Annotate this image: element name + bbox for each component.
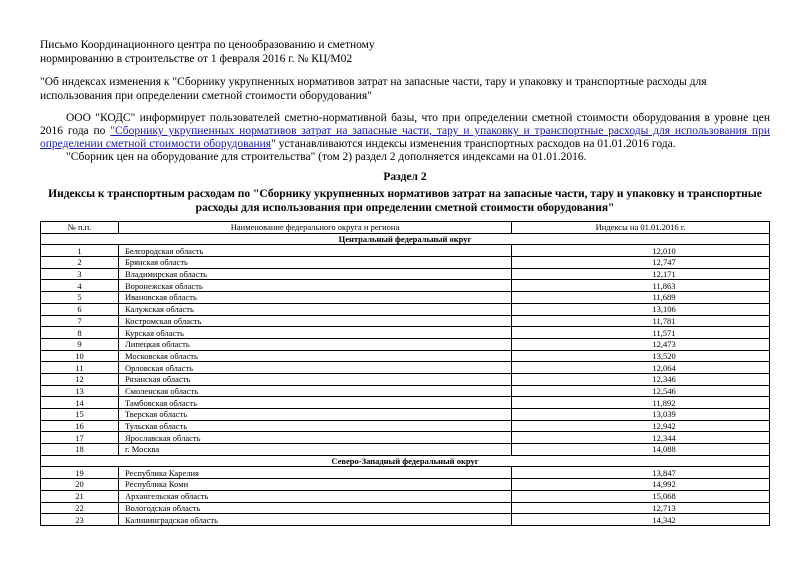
table-row xyxy=(41,373,770,385)
index-value: 12,344 xyxy=(512,432,770,444)
group-row xyxy=(41,455,770,467)
index-value: 15,068 xyxy=(512,490,770,502)
column-header-index: Индексы на 01.01.2016 г. xyxy=(512,222,770,234)
region-name: г. Москва xyxy=(119,444,512,456)
region-name: Калининградская область xyxy=(119,514,512,526)
region-name: Белгородская область xyxy=(119,245,512,257)
region-name: Московская область xyxy=(119,350,512,362)
region-name: Курская область xyxy=(119,327,512,339)
column-header-number: № п.п. xyxy=(41,222,119,234)
index-value: 13,520 xyxy=(512,350,770,362)
letter-header-line-1: Письмо Координационного центра по ценообразованию и сметному xyxy=(40,39,375,51)
letter-header-line-2: нормированию в строительстве от 1 февраля 2016 г. № КЦ/М02 xyxy=(40,53,353,65)
region-name: Брянская область xyxy=(119,257,512,269)
table-row xyxy=(41,514,770,526)
index-value: 11,689 xyxy=(512,292,770,304)
table-row xyxy=(41,327,770,339)
letter-header xyxy=(40,38,770,66)
row-number: 17 xyxy=(41,432,119,444)
row-number: 21 xyxy=(41,490,119,502)
row-number: 7 xyxy=(41,315,119,327)
table-row xyxy=(41,479,770,491)
intro-paragraph-1 xyxy=(40,112,770,151)
index-value: 14,088 xyxy=(512,444,770,456)
table-row xyxy=(41,362,770,374)
table-row xyxy=(41,257,770,269)
table-row xyxy=(41,315,770,327)
table-row xyxy=(41,303,770,315)
index-value: 14,342 xyxy=(512,514,770,526)
table-row xyxy=(41,292,770,304)
row-number: 9 xyxy=(41,338,119,350)
row-number: 4 xyxy=(41,280,119,292)
index-value: 12,064 xyxy=(512,362,770,374)
region-name: Ивановская область xyxy=(119,292,512,304)
table-row xyxy=(41,432,770,444)
region-name: Владимирская область xyxy=(119,268,512,280)
region-name: Костромская область xyxy=(119,315,512,327)
row-number: 12 xyxy=(41,373,119,385)
section-title: Индексы к транспортным расходам по "Сборнику укрупненных нормативов затрат на запасные части, тару и упаковку и транспортные расходы для использования при определении сметной стоимости оборудования" xyxy=(48,188,762,214)
group-row xyxy=(41,233,770,245)
table-row xyxy=(41,409,770,421)
row-number: 13 xyxy=(41,385,119,397)
index-table xyxy=(40,221,770,526)
index-value: 13,106 xyxy=(512,303,770,315)
index-value: 12,942 xyxy=(512,420,770,432)
table-row xyxy=(41,444,770,456)
index-value: 12,346 xyxy=(512,373,770,385)
row-number: 10 xyxy=(41,350,119,362)
index-value: 12,747 xyxy=(512,257,770,269)
region-name: Калужская область xyxy=(119,303,512,315)
index-value: 13,847 xyxy=(512,467,770,479)
region-name: Орловская область xyxy=(119,362,512,374)
region-name: Республика Карелия xyxy=(119,467,512,479)
row-number: 20 xyxy=(41,479,119,491)
index-value: 11,863 xyxy=(512,280,770,292)
row-number: 23 xyxy=(41,514,119,526)
index-value: 11,571 xyxy=(512,327,770,339)
index-value: 12,010 xyxy=(512,245,770,257)
federal-district-name: Северо-Западный федеральный округ xyxy=(41,455,770,467)
section-number: Раздел 2 xyxy=(383,171,427,183)
index-value: 11,781 xyxy=(512,315,770,327)
index-value: 12,171 xyxy=(512,268,770,280)
region-name: Воронежская область xyxy=(119,280,512,292)
table-header-row xyxy=(41,222,770,234)
table-row xyxy=(41,350,770,362)
federal-district-name: Центральный федеральный округ xyxy=(41,233,770,245)
region-name: Смоленская область xyxy=(119,385,512,397)
table-row xyxy=(41,385,770,397)
region-name: Архангельская область xyxy=(119,490,512,502)
index-value: 12,546 xyxy=(512,385,770,397)
table-row xyxy=(41,245,770,257)
intro-paragraph-2: "Сборник цен на оборудование для строительства" (том 2) раздел 2 дополняется индексами на 01.01.2016. xyxy=(66,151,587,163)
row-number: 1 xyxy=(41,245,119,257)
row-number: 19 xyxy=(41,467,119,479)
intro-text xyxy=(40,112,770,164)
row-number: 6 xyxy=(41,303,119,315)
collection-link[interactable]: "Сборнику укрупненных нормативов затрат на запасные части, тару и упаковку и транспортные расходы для использования при определении сметной стоимости оборудования xyxy=(40,125,770,150)
region-name: Тамбовская область xyxy=(119,397,512,409)
index-value: 11,892 xyxy=(512,397,770,409)
table-row xyxy=(41,268,770,280)
table-row xyxy=(41,338,770,350)
row-number: 18 xyxy=(41,444,119,456)
region-name: Вологодская область xyxy=(119,502,512,514)
row-number: 15 xyxy=(41,409,119,421)
region-name: Липецкая область xyxy=(119,338,512,350)
row-number: 11 xyxy=(41,362,119,374)
table-body xyxy=(41,233,770,525)
row-number: 2 xyxy=(41,257,119,269)
table-row xyxy=(41,502,770,514)
index-value: 14,992 xyxy=(512,479,770,491)
letter-subject: "Об индексах изменения к "Сборнику укрупненных нормативов затрат на запасные части, тару и упаковку и транспортные расходы для использования при определении сметной стоимости оборудования" xyxy=(40,76,707,102)
table-row xyxy=(41,490,770,502)
document xyxy=(40,38,770,526)
row-number: 16 xyxy=(41,420,119,432)
row-number: 14 xyxy=(41,397,119,409)
table-row xyxy=(41,280,770,292)
region-name: Республика Коми xyxy=(119,479,512,491)
column-header-region: Наименование федерального округа и региона xyxy=(119,222,512,234)
region-name: Тверская область xyxy=(119,409,512,421)
row-number: 22 xyxy=(41,502,119,514)
table-row xyxy=(41,467,770,479)
row-number: 3 xyxy=(41,268,119,280)
table-row xyxy=(41,397,770,409)
row-number: 5 xyxy=(41,292,119,304)
index-value: 13,039 xyxy=(512,409,770,421)
row-number: 8 xyxy=(41,327,119,339)
index-value: 12,473 xyxy=(512,338,770,350)
intro-text-part-2: " устанавливаются индексы изменения транспортных расходов на 01.01.2016 года. xyxy=(271,138,676,150)
region-name: Тульская область xyxy=(119,420,512,432)
region-name: Рязанская область xyxy=(119,373,512,385)
table-row xyxy=(41,420,770,432)
index-value: 12,713 xyxy=(512,502,770,514)
intro-text-part-1: ООО "КОДС" информирует пользователей сметно-нормативной базы, что при определении сметной стоимости оборудования в уровне цен 2016 года по xyxy=(40,112,770,137)
region-name: Ярославская область xyxy=(119,432,512,444)
